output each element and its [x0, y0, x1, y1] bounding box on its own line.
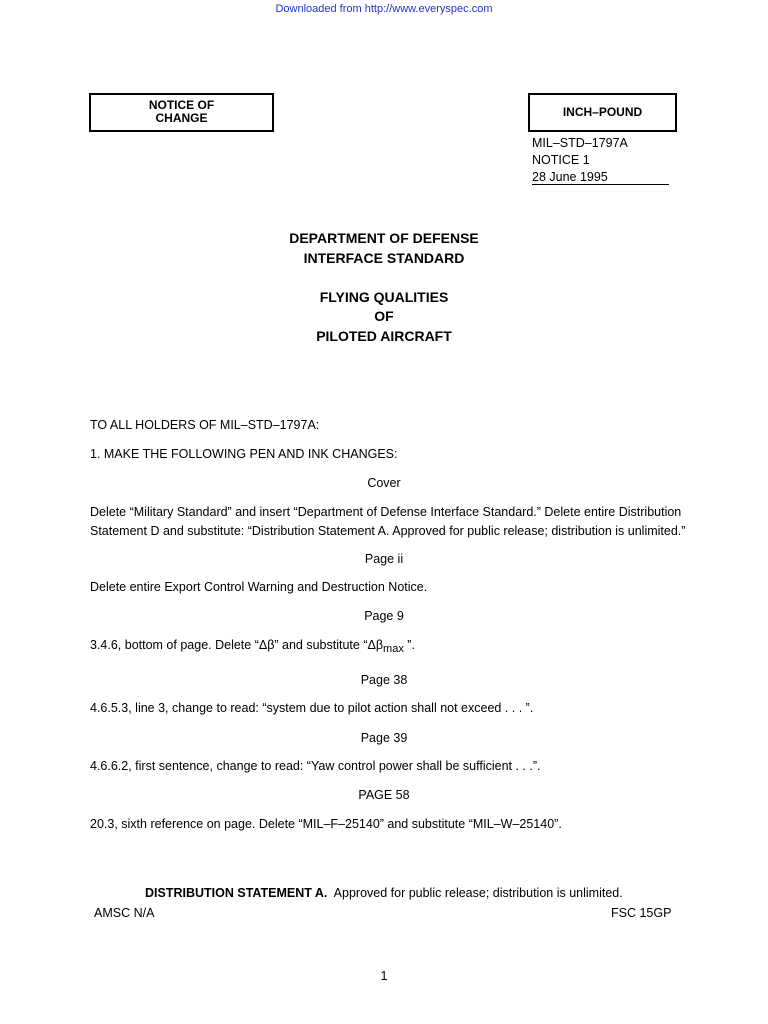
title-line-5: PILOTED AIRCRAFT [316, 328, 452, 344]
fsc-code: FSC 15GP [611, 906, 672, 920]
page-39-heading: Page 39 [360, 731, 408, 745]
cover-heading: Cover [367, 476, 401, 490]
inch-pound-box [528, 93, 677, 132]
page-38-heading: Page 38 [360, 673, 408, 687]
title-line-2: INTERFACE STANDARD [303, 250, 465, 266]
page-9-text-after: ”. [403, 638, 415, 652]
notice-of-change-box [89, 93, 274, 132]
page-ii-text: Delete entire Export Control Warning and Destruction Notice. [90, 580, 428, 594]
page-9-text-before: 3.4.6, bottom of page. Delete “Δβ” and substitute “Δβ [90, 638, 384, 652]
page-58-heading: PAGE 58 [358, 788, 410, 802]
page-39-text: 4.6.6.2, first sentence, change to read: “Yaw control power shall be sufficient . . .”. [90, 759, 541, 773]
instruction-line: 1. MAKE THE FOLLOWING PEN AND INK CHANGES: [90, 447, 398, 461]
page-9-heading: Page 9 [364, 609, 404, 623]
page-9-subscript: max [383, 643, 404, 655]
page-number: 1 [380, 969, 388, 983]
notice-box-line2: CHANGE [155, 111, 208, 125]
download-link[interactable]: Downloaded from http://www.everyspec.com [275, 3, 493, 15]
amsc-code: AMSC N/A [94, 906, 155, 920]
page-38-text: 4.6.5.3, line 3, change to read: “system due to pilot action shall not exceed . . . ”. [90, 701, 534, 715]
holders-line: TO ALL HOLDERS OF MIL–STD–1797A: [90, 418, 320, 432]
page-9-text [90, 638, 415, 655]
notice-number: NOTICE 1 [532, 153, 590, 167]
date-underline [532, 184, 669, 185]
cover-text: Delete “Military Standard” and insert “Department of Defense Interface Standard.” Delete entire Distribution Statement D and substitute: “Distribution Statement A. Approved for public release; distribution is unlimited.” [90, 505, 686, 538]
notice-box-line1: NOTICE OF [148, 98, 215, 112]
doc-number: MIL–STD–1797A [532, 136, 628, 150]
page-58-text: 20.3, sixth reference on page. Delete “MIL–F–25140” and substitute “MIL–W–25140”. [90, 817, 562, 831]
title-line-4: OF [374, 308, 394, 324]
notice-date: 28 June 1995 [532, 170, 608, 184]
distribution-text: Approved for public release; distribution is unlimited. [327, 886, 623, 900]
distribution-label: DISTRIBUTION STATEMENT A. [145, 886, 328, 900]
title-line-3: FLYING QUALITIES [319, 289, 449, 305]
inch-pound-label: INCH–POUND [562, 105, 643, 119]
title-line-1: DEPARTMENT OF DEFENSE [289, 230, 479, 246]
page-ii-heading: Page ii [364, 552, 404, 566]
distribution-statement [145, 886, 623, 900]
